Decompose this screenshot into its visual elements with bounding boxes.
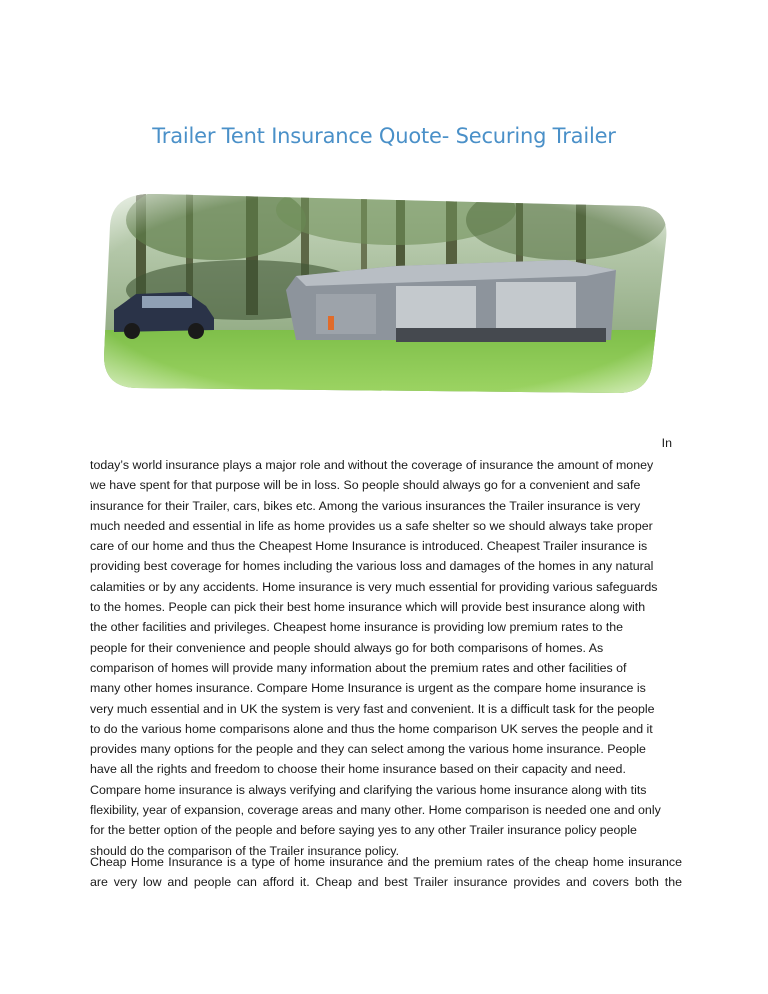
paragraph-2	[90, 852, 682, 893]
paragraph-1	[90, 455, 682, 861]
text-line: the other facilities and privileges. Cheapest home insurance is providing low premium rates to the	[90, 620, 624, 635]
text-line: many other homes insurance. Compare Home Insurance is urgent as the compare home insurance is	[90, 681, 646, 696]
text-line: Compare home insurance is always verifying and clarifying the various home insurance along with tits	[90, 782, 647, 797]
text-line: comparison of homes will provide many information about the premium rates and other facilities of	[90, 660, 627, 675]
text-line: for the better option of the people and before saying yes to any other Trailer insurance policy people	[90, 823, 637, 838]
text-line: today’s world insurance plays a major role and without the coverage of insurance the amount of money	[90, 458, 654, 472]
text-line: are very low and people can afford it. Cheap and best Trailer insurance provides and covers both the	[90, 875, 682, 890]
text-line: flexibility, year of expansion, coverage areas and many other. Home comparison is needed one and only	[90, 803, 661, 818]
text-line: insurance for their Trailer, cars, bikes etc. Among the various insurances the Trailer insurance is very	[90, 498, 641, 513]
text-line: calamities or by any accidents. Home insurance is very much essential for providing various safeguards	[90, 579, 658, 594]
text-line: providing best coverage for homes including the various loss and damages of the homes in any natural	[90, 559, 654, 574]
text-line: provides many options for the people and they can select among the various home insurance. People	[90, 742, 646, 757]
text-line: Cheap Home Insurance is a type of home insurance and the premium rates of the cheap home insurance	[90, 855, 682, 869]
text-line: to do the various home comparisons alone and thus the home comparison UK serves the people and it	[90, 721, 653, 736]
text-line: have all the rights and freedom to choose their home insurance based on their capacity and need.	[90, 762, 626, 777]
text-line: we have spent for that purpose will be in loss. So people should always go for a convenient and safe	[90, 478, 641, 493]
document-title: Trailer Tent Insurance Quote- Securing Trailer	[152, 124, 616, 148]
text-line: care of our home and thus the Cheapest Home Insurance is introduced. Cheapest Trailer insurance is	[90, 539, 648, 554]
text-line: very much essential and in UK the system is very fast and convenient. It is a difficult task for the people	[90, 701, 655, 716]
text-line: should do the comparison of the Trailer insurance policy.	[90, 843, 400, 858]
intro-word: In	[661, 436, 672, 450]
text-line: much needed and essential in life as home provides us a safe shelter so we should always take proper	[90, 518, 653, 533]
trailer-tent-photo	[96, 190, 670, 396]
text-line: to the homes. People can pick their best home insurance which will provide best insurance along with	[90, 600, 646, 615]
text-line: people for their convenience and people should always go for both comparisons of homes. As	[90, 640, 604, 655]
